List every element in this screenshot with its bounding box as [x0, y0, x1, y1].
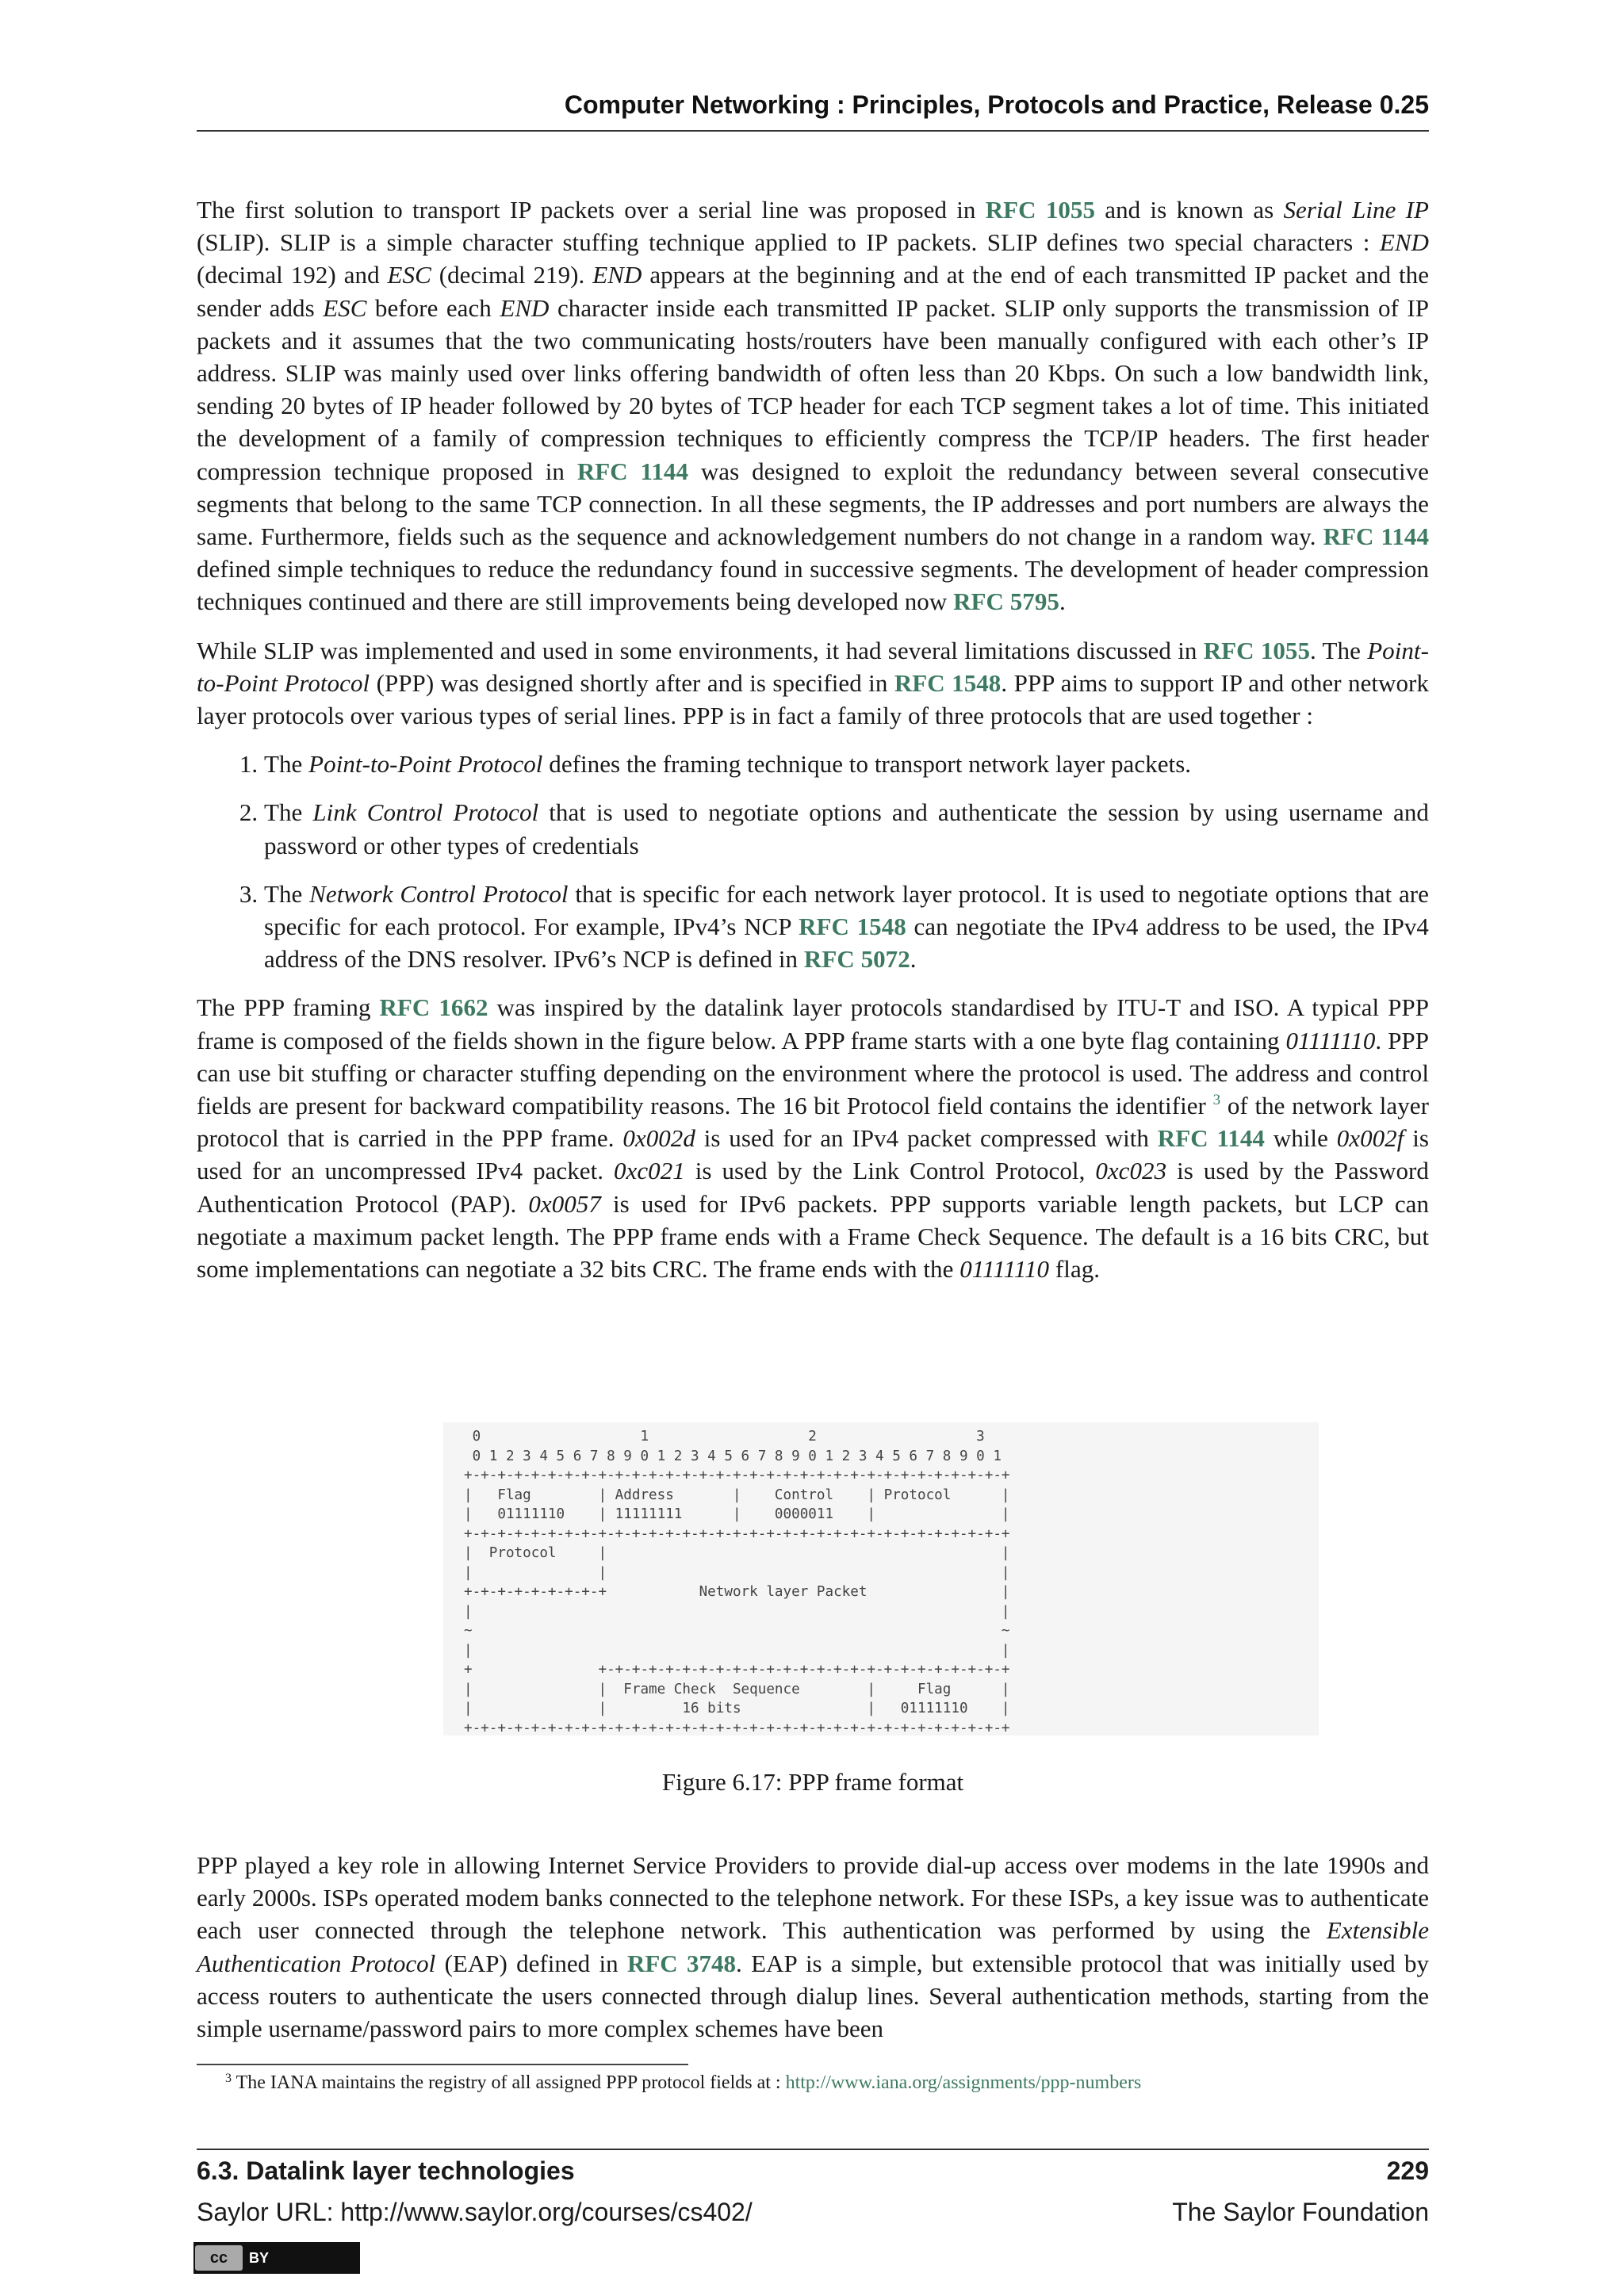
footer-section-title: 6.3. Datalink layer technologies — [197, 2156, 575, 2185]
list-item: 3. The Network Control Protocol that is specific for each network layer protocol. It is used to negotiate options that are specific for each protocol. For example, IPv4’s NCP RFC 1548 can negotiate the IPv4 address to be used, the IPv4 address of the DNS resolver. IPv6’s NCP is defined in RFC 5072. — [264, 878, 1429, 976]
footnote-url-link[interactable]: http://www.iana.org/assignments/ppp-numbers — [785, 2072, 1142, 2093]
rfc-link[interactable]: RFC 1548 — [799, 913, 906, 941]
footnote-number: 3 — [225, 2072, 232, 2085]
figure-caption: Figure 6.17: PPP frame format — [661, 1768, 964, 1796]
ppp-frame-figure — [443, 1422, 1319, 1735]
rfc-link[interactable]: RFC 1144 — [576, 457, 689, 485]
rfc-link[interactable]: RFC 5072 — [803, 945, 910, 974]
paragraph-ppp-framing: The PPP framing RFC 1662 was inspired by the datalink layer protocols standardised by ITU-T and ISO. A typical PPP frame is composed of the fields shown in the figure below. A PPP frame starts with a one byte flag containing 01111110. PPP can use bit stuffing or character stuffing depending on the environment where the protocol is used. The address and control fields are present for backward compatibility reasons. The 16 bit Protocol field contains the identifier $^3$ of the network layer protocol that is carried in the PPP frame. 0x002d is used for an IPv4 packet compressed with RFC 1144 while 0x002f is used for an uncompressed IPv4 packet. 0xc021 is used by the Link Control Protocol, 0xc023 is used by the Password Authentication Protocol (PAP). 0x0057 is used for IPv6 packets. PPP supports variable length packets, but LCP can negotiate a maximum packet length. The PPP frame ends with a Frame Check Sequence. The default is a 16 bits CRC, but some implementations can negotiate a 32 bits CRC. The frame ends with the 01111110 flag. — [197, 993, 1430, 1284]
list-item: 2. The Link Control Protocol that is used to negotiate options and authenticate the session by using username and password or other types of credentials — [264, 796, 1429, 861]
cc-icon: cc — [195, 2245, 243, 2271]
footer-rule — [197, 2149, 1429, 2150]
rfc-link[interactable]: RFC 3748 — [626, 1949, 737, 1977]
body-text — [197, 193, 1429, 1301]
footer-source-row — [197, 2198, 1429, 2227]
page-number: 229 — [1386, 2156, 1429, 2185]
rfc-link[interactable]: RFC 1055 — [1203, 636, 1311, 664]
header-rule — [197, 130, 1429, 132]
footnote-reference[interactable]: 3 — [1212, 1092, 1221, 1109]
rfc-link[interactable]: RFC 1548 — [894, 668, 1002, 697]
footnote-rule — [197, 2064, 688, 2065]
footnote: $^3$ The IANA maintains the registry of all assigned PPP protocol fields at : http://www.iana.org/assignments/ppp-numbers — [225, 2072, 1142, 2093]
by-label: BY — [249, 2249, 270, 2266]
cc-by-license-badge — [193, 2242, 360, 2274]
rfc-link[interactable]: RFC 1055 — [985, 196, 1096, 224]
body-text-continued — [197, 1849, 1429, 2045]
paragraph-slip: The first solution to transport IP packets over a serial line was proposed in RFC 1055 and is known as Serial Line IP (SLIP). SLIP is a simple character stuffing technique applied to IP packets. SLIP defines two special characters : END (decimal 192) and ESC (decimal 219). END appears at the beginning and at the end of each transmitted IP packet and the sender adds ESC before each END character inside each transmitted IP packet. SLIP only supports the transmission of IP packets and it assumes that the two communicating hosts/routers have been manually configured with each other’s IP address. SLIP was mainly used over links offering bandwidth of often less than 20 Kbps. On such a low bandwidth link, sending 20 bytes of IP header followed by 20 bytes of TCP header for each TCP segment takes a lot of time. This initiated the development of a family of compression techniques to efficiently compress the TCP/IP headers. The first header compression technique proposed in RFC 1144 was designed to exploit the redundancy between several consecutive segments that belong to the same TCP connection. In all these segments, the IP addresses and port numbers are always the same. Furthermore, fields such as the sequence and acknowledgement numbers do not change in a random way. RFC 1144 defined simple techniques to reduce the redundancy found in successive segments. The development of header compression techniques continued and there are still improvements being developed now RFC 5795. — [197, 196, 1430, 616]
paragraph-ppp-intro: While SLIP was implemented and used in some environments, it had several limitations discussed in RFC 1055. The Point-to-Point Protocol (PPP) was designed shortly after and is specified in RFC 1548. PPP aims to support IP and other network layer protocols over various types of serial lines. PPP is in fact a family of three protocols that are used together : — [197, 636, 1429, 730]
rfc-link[interactable]: RFC 1662 — [379, 993, 488, 1022]
list-item: 1. The Point-to-Point Protocol defines the framing technique to transport network layer packets. — [264, 748, 1429, 780]
ppp-frame-diagram: 0 1 2 3 0 1 2 3 4 5 6 7 8 9 0 1 2 3 4 5 6 7 8 9 0 1 2 3 4 5 6 7 8 9 0 1 +-+-+-+-+-+-+-+-+-+-+-+-+-+-+-+-+-+-+-+-+-+-+-+-+-+-+-+-+-+-+-+-+ | Flag | Address | Control | Protocol | | 01111110 | 11111111 | 0000011 | | +-+-+-+-+-+-+-+-+-+-+-+-+-+-+-+-+-+-+-+-+-+-+-+-+-+-+-+-+-+-+-+-+ | Protocol | | | | | +-+-+-+-+-+-+-+-+ Network layer Packet | | | ~ ~ | | + +-+-+-+-+-+-+-+-+-+-+-+-+-+-+-+-+-+-+-+-+-+-+-+-+ | | Frame Check Sequence | Flag | | | 16 bits | 01111110 | +-+-+-+-+-+-+-+-+-+-+-+-+-+-+-+-+-+-+-+-+-+-+-+-+-+-+-+-+-+-+-+-+ — [464, 1429, 1010, 1736]
protocol-list — [197, 748, 1429, 975]
rfc-link[interactable]: RFC 1144 — [1323, 522, 1429, 551]
footer-url: Saylor URL: http://www.saylor.org/courses/cs402/ — [197, 2198, 753, 2226]
running-header: Computer Networking : Principles, Protocols and Practice, Release 0.25 — [564, 90, 1429, 119]
rfc-link[interactable]: RFC 5795 — [953, 587, 1059, 616]
footer-section-row — [197, 2156, 1429, 2186]
paragraph-eap: PPP played a key role in allowing Internet Service Providers to provide dial-up access over modems in the late 1990s and early 2000s. ISPs operated modem banks connected to the telephone network. For these ISPs, a key issue was to authenticate each user connected through the telephone network. This authentication was performed by using the Extensible Authentication Protocol (EAP) defined in RFC 3748. EAP is a simple, but extensible protocol that was initially used by access routers to authenticate the users connected through dialup lines. Several authentication methods, starting from the simple username/password pairs to more complex schemes have been — [197, 1851, 1429, 2043]
footer-organization: The Saylor Foundation — [1172, 2198, 1429, 2226]
rfc-link[interactable]: RFC 1144 — [1157, 1124, 1265, 1153]
